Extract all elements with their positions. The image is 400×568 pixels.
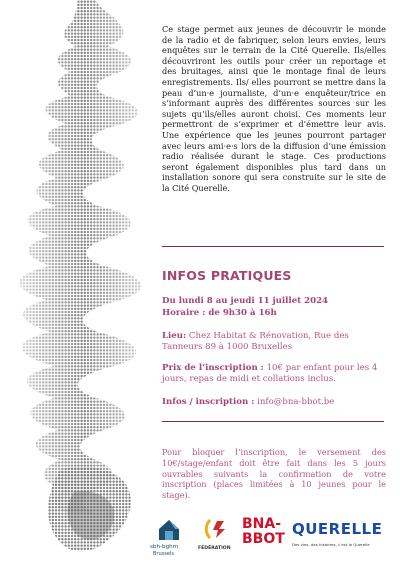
contact-email[interactable]: info@bna-bbot.be <box>254 397 335 407</box>
divider-bottom <box>162 421 384 422</box>
bna-bbot-logo <box>242 517 285 547</box>
federation-text: FÉDÉRATION <box>198 546 231 551</box>
querelle-logo <box>292 520 400 547</box>
prix-value: 10€ par enfant pour les 4 jours, repas de midi et collations inclus. <box>162 363 378 385</box>
horaire-text: Horaire : de 9h30 à 16h <box>162 307 277 318</box>
sbh-line2: Brussels <box>153 551 174 557</box>
sound-wave-graphic <box>0 0 165 568</box>
dates-block <box>162 296 388 319</box>
divider-top <box>162 246 384 247</box>
querelle-text: QUERELLE <box>292 520 383 538</box>
lieu-label: Lieu: <box>162 331 187 341</box>
lieu-block <box>162 331 388 354</box>
sbh-logo <box>150 516 190 556</box>
dates-text: Du lundi 8 au jeudi 11 juillet 2024 <box>162 296 329 306</box>
bna-line2: BBOT <box>242 531 285 547</box>
intro-paragraph: Ce stage permet aux jeunes de découvrir le monde de la radio et de fabriquer, selon leurs envies, leurs enquêtes sur le terrain de la Cité Querelle. Ils/elles découvriront les outils pour créer un reportage et des bruitages, ainsi que le montage final de leurs enregistrements. Ils/ elles pourront se mettre dans la peau d’un·e journaliste, d’un·e enquêteur/trice en s’informant auprès des différentes sources sur les sujets qu’ils/elles auront choisi. Ces moments leur permettront de s’exprimer et d’émettre leur avis. Une expérience que les jeunes pourront partager avec leurs ami·e·s lors de la diffusion d’une émission radio réalisée durant le stage. Ces productions seront également disponibles plus tard dans un installation sonore qui sera construite sur le site de la Cité Querelle. <box>162 24 386 193</box>
bna-line1: BNA- <box>242 516 282 532</box>
house-icon <box>156 516 182 542</box>
partner-logos <box>150 514 400 568</box>
federation-logo <box>198 516 236 556</box>
sbh-line1: sbh-bghm <box>150 544 179 550</box>
prix-label: Prix de l’inscription : <box>162 363 264 373</box>
intro-block <box>162 24 386 194</box>
contact-label: Infos / inscription : <box>162 397 255 407</box>
contact-block <box>162 397 388 408</box>
querelle-tagline: Des vies, des histoires, c’est la Querelle <box>292 542 370 547</box>
lieu-value: Chez Habitat & Rénovation, Rue des Tanneurs 89 à 1000 Bruxelles <box>162 331 349 353</box>
infos-title: INFOS PRATIQUES <box>162 268 292 283</box>
prix-block <box>162 363 388 386</box>
inscription-note: Pour bloquer l’inscription, le versement des 10€/stage/enfant doit être fait dans les 5 jours ouvrables suivants la confirmation de votre inscription (places limitées à 10 jeunes pour le stage). <box>162 447 386 501</box>
federation-emblem-icon <box>204 516 230 542</box>
